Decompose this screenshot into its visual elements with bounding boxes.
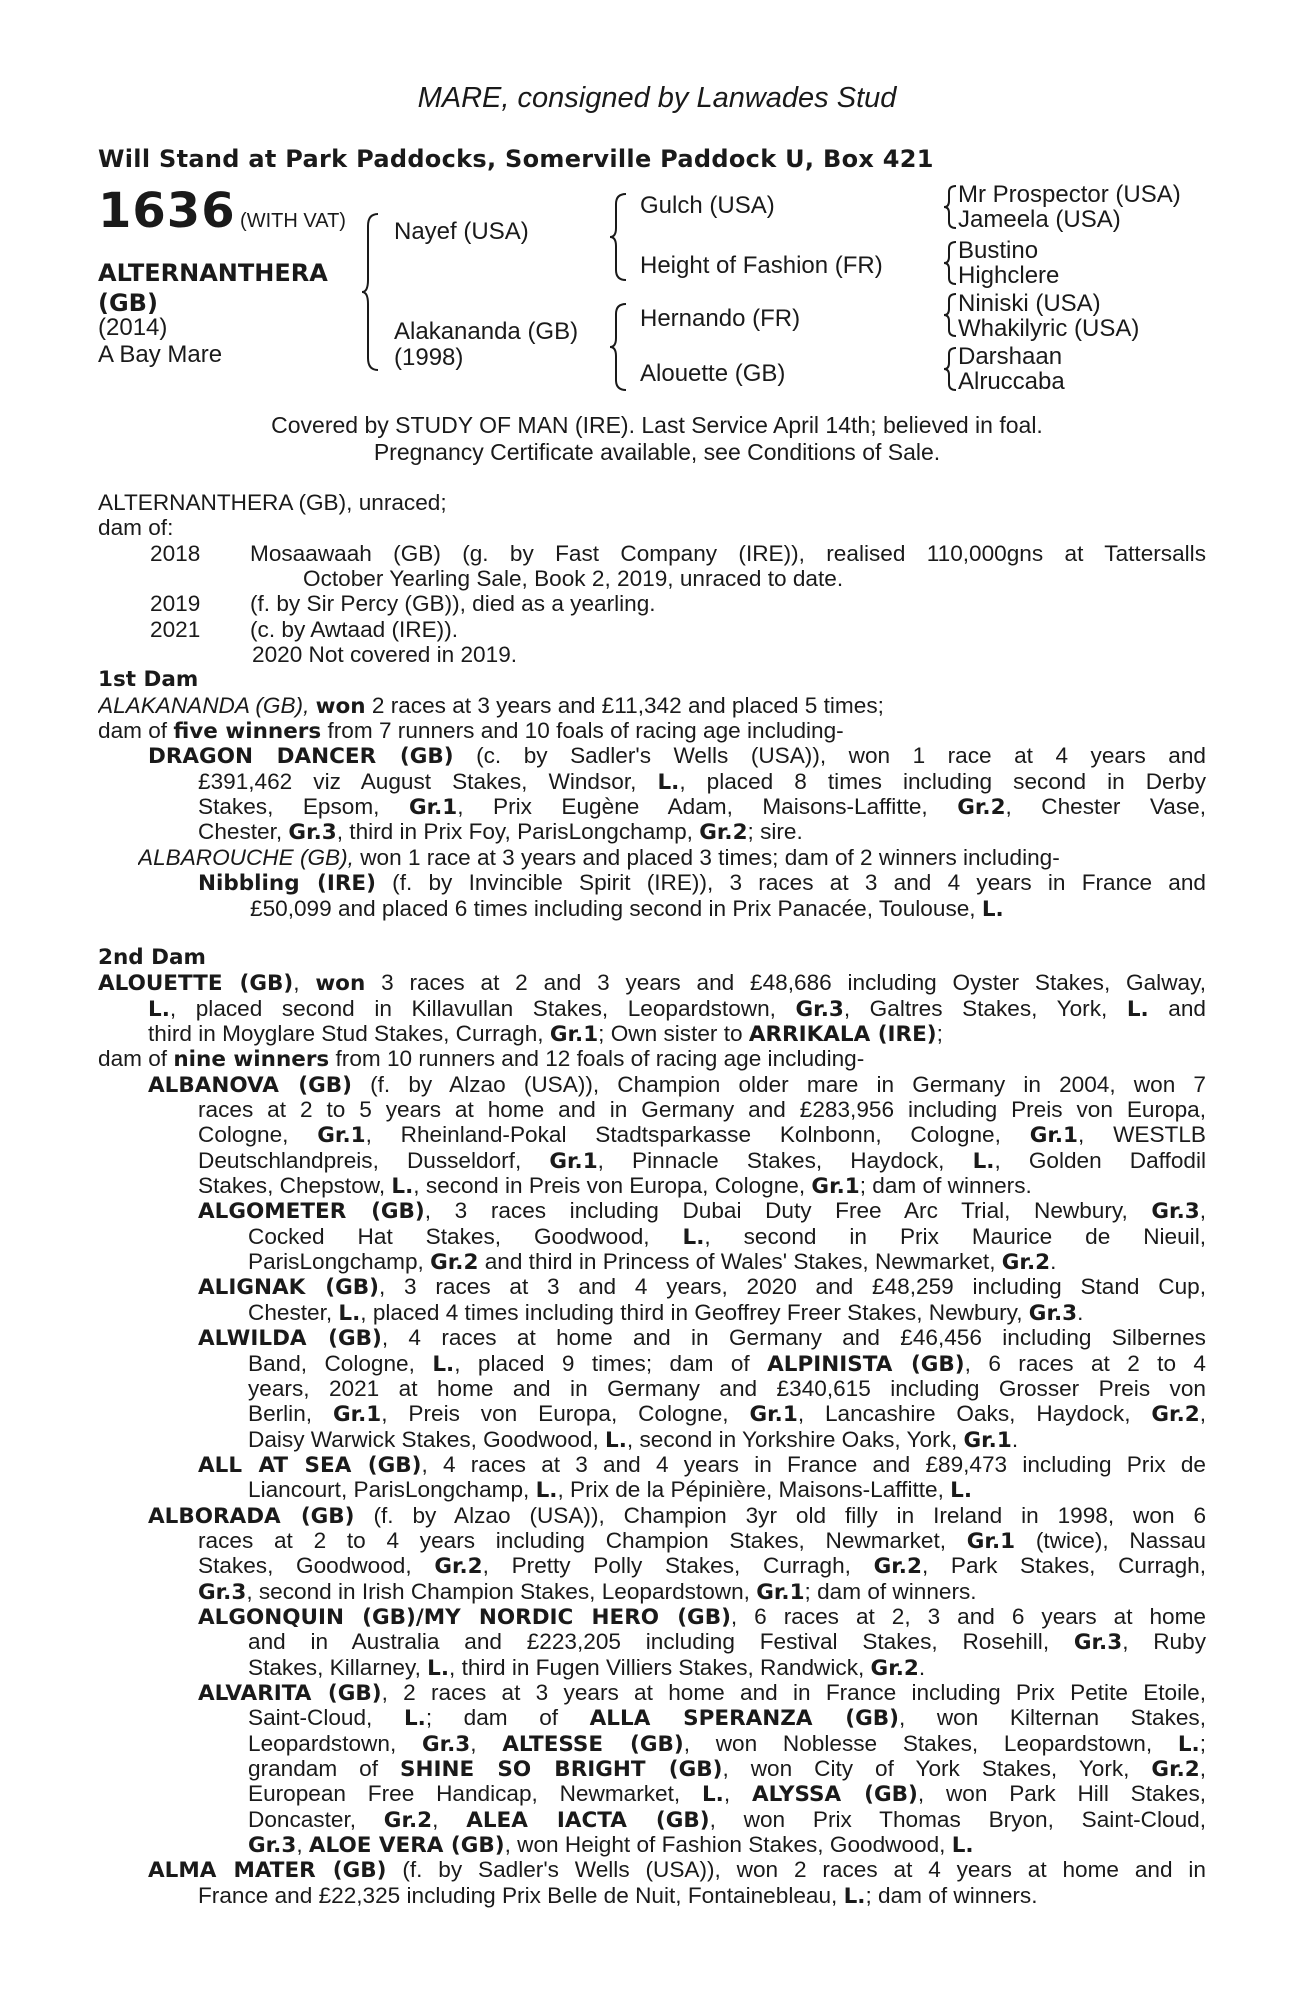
second-dam-line: [148, 996, 1206, 1021]
covered-line2: Pregnancy Certificate available, see Conditions of Sale.: [373, 439, 941, 465]
text-segment: (f. by Alzao (USA)), Champion 3yr old filly in Ireland in 1998, won 6: [354, 1502, 1206, 1528]
text-segment: , placed 9 times; dam of: [454, 1350, 768, 1376]
text-segment: ,: [1199, 1198, 1206, 1224]
first-dam-heading: 1st Dam: [98, 667, 199, 693]
text-segment: years, 2021 at home and in Germany and £340,615 including Grosser Preis von: [248, 1375, 1206, 1401]
pedigree-dam-year: (1998): [394, 344, 464, 371]
bold-text: L.: [427, 1655, 450, 1680]
bold-text: Gr.2: [1001, 1250, 1051, 1275]
pedigree-dam: Alakananda (GB): [394, 318, 579, 345]
bold-text: L.: [432, 1351, 455, 1376]
text-segment: , third in Prix Foy, ParisLongchamp,: [336, 819, 700, 845]
text-segment: races at 2 to 5 years at home and in Germany and £283,956 including Preis von Europa,: [198, 1097, 1206, 1123]
pedigree-ggs-7: Darshaan: [958, 343, 1063, 370]
produce-item-cont: October Yearling Sale, Book 2, 2019, unraced to date.: [303, 566, 844, 592]
text-segment: , won Noblesse Stakes, Leopardstown,: [683, 1730, 1178, 1756]
progeny-name: DRAGON DANCER (GB): [148, 744, 454, 769]
text-segment: , 6 races at 2, 3 and 6 years at home: [730, 1603, 1206, 1629]
second-dam-line: [248, 1376, 1206, 1401]
bold-text: L.: [682, 1224, 705, 1250]
text-segment: Leopardstown,: [248, 1730, 422, 1756]
text-segment: , Rheinland-Pokal Stadtsparkasse Kolnbonn, Cologne,: [365, 1122, 1030, 1148]
race-grade: L.: [657, 769, 680, 795]
text-segment: , 4 races at 3 and 4 years in France and £89,473 including Prix de: [421, 1451, 1206, 1477]
second-dam-line: [248, 1731, 1206, 1756]
second-dam-line: [198, 1097, 1206, 1122]
text-segment: .: [1050, 1249, 1057, 1275]
bold-text: Gr.3: [1028, 1300, 1078, 1326]
second-dam-line: [198, 1198, 1206, 1223]
text-segment: , won Kilternan Stakes,: [898, 1705, 1206, 1731]
text-segment: , 3 races at 3 and 4 years, 2020 and £48,259 including Stand Cup,: [378, 1274, 1206, 1300]
text-segment: Doncaster,: [248, 1806, 384, 1832]
text-segment: , Preis von Europa, Cologne,: [381, 1401, 750, 1427]
text-segment: ; dam of winners.: [804, 1578, 977, 1604]
text-segment: (f. by Alzao (USA)), Champion older mare in Germany in 2004, won 7: [351, 1071, 1206, 1097]
produce-record: [98, 490, 1206, 921]
text-segment: ; dam of: [425, 1705, 590, 1731]
bold-text: ALWILDA (GB): [198, 1326, 382, 1351]
text-segment: , second in Yorkshire Oaks, York,: [626, 1426, 964, 1452]
bold-text: Gr.1: [756, 1579, 805, 1604]
bold-text: nine winners: [173, 1047, 330, 1072]
first-dam-line: [98, 718, 1206, 743]
second-dam-line: [198, 1604, 1206, 1629]
bold-text: ALPINISTA (GB): [767, 1351, 965, 1376]
text-segment: , placed 4 times including third in Geoffrey Freer Stakes, Newbury,: [360, 1299, 1029, 1325]
progeny-text: (f. by Invincible Spirit (IRE)), 3 races at 3 and 4 years in France and: [392, 870, 1206, 896]
second-dam-line: [148, 1072, 1206, 1097]
second-dam-line: [248, 1807, 1206, 1832]
second-dam-line: [248, 1832, 1206, 1857]
first-dam-line: [98, 693, 1206, 718]
text-segment: (twice), Nassau: [1015, 1527, 1206, 1553]
bold-text: Gr.3: [421, 1731, 471, 1756]
text-segment: ; dam of winners.: [865, 1882, 1038, 1908]
horse-name-line2: (GB): [98, 289, 158, 317]
second-dam-line: [198, 1122, 1206, 1147]
text-segment: , won Park Hill Stakes,: [917, 1781, 1206, 1807]
text-segment: dam of: [98, 1046, 174, 1072]
text-segment: France and £22,325 including Prix Belle de Nuit, Fontainebleau,: [198, 1882, 844, 1908]
bold-text: Gr.3: [1073, 1630, 1123, 1655]
bold-text: Gr.2: [383, 1807, 433, 1833]
bold-text: ALL AT SEA (GB): [198, 1452, 422, 1478]
produce-dam-of: dam of:: [98, 515, 174, 541]
horse-info: [98, 314, 222, 368]
second-dam-line: [198, 1883, 1206, 1908]
produce-year: 2018: [150, 540, 201, 566]
race-grade: Gr.1: [408, 795, 458, 820]
bold-text: L.: [1126, 996, 1149, 1022]
second-dam-line: [98, 1046, 1206, 1071]
bold-text: L.: [148, 996, 170, 1022]
bold-text: L.: [1177, 1731, 1200, 1756]
bold-text: L.: [701, 1782, 724, 1807]
second-dam-line: [198, 1274, 1206, 1299]
text-segment: £50,099 and placed 6 times including second in Prix Panacée, Toulouse,: [250, 895, 982, 921]
pedigree-brace-sire: [608, 192, 630, 282]
text-segment: Liancourt, ParisLongchamp,: [248, 1477, 536, 1503]
second-dam-line: [148, 1021, 1206, 1046]
pedigree-brace-gg3: [942, 292, 958, 338]
bold-text: ALGOMETER (GB): [198, 1199, 425, 1224]
first-dam-runners: from 7 runners and 10 foals of racing age including-: [327, 718, 844, 744]
produce-text: Mosaawaah (GB) (g. by Fast Company (IRE)), realised 110,000gns at Tattersalls: [250, 540, 1206, 566]
stand-location: Will Stand at Park Paddocks, Somerville Paddock U, Box 421: [98, 145, 934, 173]
pedigree-sire: Nayef (USA): [394, 218, 529, 245]
produce-item: [98, 591, 1206, 616]
text-segment: ,: [296, 1832, 309, 1858]
bold-text: Gr.3: [248, 1833, 297, 1858]
text-segment: , Prix de la Pépinière, Maisons-Laffitte,: [557, 1477, 951, 1503]
covered-line1: Covered by STUDY OF MAN (IRE). Last Service April 14th; believed in foal.: [271, 412, 1043, 438]
second-dam-line: [248, 1401, 1206, 1426]
text-segment: Stakes, Chepstow,: [198, 1173, 392, 1199]
produce-text: (c. by Awtaad (IRE)).: [250, 616, 459, 642]
text-segment: , 3 races including Dubai Duty Free Arc Trial, Newbury,: [424, 1198, 1152, 1224]
second-dam-line: [198, 1325, 1206, 1350]
text-segment: Stakes, Goodwood,: [198, 1553, 435, 1579]
text-segment: ;: [936, 1021, 943, 1047]
text-segment: , Lancashire Oaks, Haydock,: [797, 1401, 1152, 1427]
first-dam-name: ALAKANANDA (GB),: [98, 692, 310, 718]
produce-text: (f. by Sir Percy (GB)), died as a yearling.: [250, 591, 656, 617]
second-dam-line: [248, 1629, 1206, 1654]
bold-text: Gr.2: [873, 1554, 922, 1579]
text-segment: , WESTLB: [1078, 1122, 1206, 1148]
progeny-text: won 1 race at 3 years and placed 3 times; dam of 2 winners including-: [360, 844, 1060, 870]
second-dam-line: [98, 970, 1206, 995]
bold-text: ALOE VERA (GB): [308, 1833, 505, 1858]
text-segment: , won Height of Fashion Stakes, Goodwood,: [504, 1832, 952, 1858]
race-grade: Gr.2: [957, 795, 1006, 820]
text-segment: grandam of: [248, 1756, 400, 1781]
second-dam-line: [148, 1857, 1206, 1882]
first-dam-dam-of: dam of: [98, 718, 174, 744]
pedigree-brace-gg2: [942, 240, 958, 286]
second-dam-line: [248, 1427, 1206, 1452]
text-segment: races at 2 to 4 years including Champion Stakes, Newmarket,: [198, 1527, 967, 1553]
text-segment: ,: [432, 1806, 467, 1832]
race-grade: L.: [981, 896, 1004, 921]
second-dam-section: [98, 945, 1206, 1908]
produce-year: 2021: [150, 616, 201, 642]
text-segment: ParisLongchamp,: [248, 1249, 431, 1275]
second-dam-line: [198, 1452, 1206, 1477]
text-segment: 2 races at 3 years and £11,342 and placed 5 times;: [365, 692, 884, 718]
text-segment: , Ruby: [1122, 1629, 1206, 1655]
horse-name: [98, 258, 328, 318]
progeny-text: (c. by Sadler's Wells (USA)), won 1 race at 4 years and: [476, 743, 1206, 769]
lot-number: [98, 183, 346, 239]
second-dam-line: [198, 1528, 1206, 1553]
text-segment: , won City of York Stakes, York,: [722, 1756, 1152, 1781]
bold-text: L.: [951, 1833, 974, 1858]
text-segment: ; dam of winners.: [859, 1173, 1032, 1199]
text-segment: , 2 races at 3 years at home and in France including Prix Petite Etoile,: [381, 1679, 1206, 1705]
bold-text: ALVARITA (GB): [198, 1680, 382, 1706]
bold-text: Gr.3: [1151, 1199, 1200, 1224]
text-segment: , third in Fugen Villiers Stakes, Randwick,: [449, 1654, 871, 1680]
second-dam-line: [198, 1680, 1206, 1705]
text-segment: Deutschlandpreis, Dusseldorf,: [198, 1147, 550, 1173]
second-dam-line: [248, 1249, 1206, 1274]
pedigree-gs3: Hernando (FR): [640, 305, 801, 332]
text-segment: ,: [293, 970, 316, 996]
race-grade: Gr.3: [288, 820, 337, 845]
bold-text: Gr.3: [795, 996, 844, 1022]
text-segment: .: [1077, 1299, 1084, 1325]
text-segment: .: [1011, 1426, 1019, 1452]
second-dam-line: [198, 1148, 1206, 1173]
bold-text: ALOUETTE (GB): [98, 971, 294, 996]
progeny-line: [198, 769, 1206, 794]
bold-text: won: [315, 693, 366, 719]
bold-text: ALTESSE (GB): [502, 1731, 684, 1756]
pedigree-brace-gg1: [942, 184, 958, 230]
text-segment: , Galtres Stakes, York,: [843, 995, 1127, 1021]
bold-text: Gr.1: [1029, 1123, 1078, 1148]
text-segment: Cocked Hat Stakes, Goodwood,: [248, 1223, 683, 1249]
pedigree-gs2: Height of Fashion (FR): [640, 252, 883, 279]
text-segment: Daisy Warwick Stakes, Goodwood,: [248, 1426, 606, 1452]
text-segment: ,: [1199, 1756, 1206, 1781]
progeny-line: [198, 819, 1206, 844]
text-segment: , placed 8 times including second in Derby: [679, 768, 1206, 794]
bold-text: L.: [391, 1174, 414, 1199]
pedigree-brace-main: [360, 212, 382, 372]
horse-name-line1: ALTERNANTHERA: [98, 259, 328, 287]
text-segment: Berlin,: [248, 1401, 333, 1427]
bold-text: Gr.2: [434, 1554, 483, 1579]
page-header: MARE, consigned by Lanwades Stud: [417, 82, 897, 114]
text-segment: third in Moyglare Stud Stakes, Curragh,: [148, 1021, 550, 1047]
text-segment: , second in Irish Champion Stakes, Leopardstown,: [246, 1578, 757, 1604]
horse-description: A Bay Mare: [98, 341, 223, 368]
progeny-nibbling: [198, 870, 1206, 895]
second-dam-line: [248, 1655, 1206, 1680]
text-segment: , Prix Eugène Adam, Maisons-Laffitte,: [457, 794, 958, 820]
bold-text: ALMA MATER (GB): [148, 1858, 387, 1883]
bold-text: L.: [403, 1706, 426, 1731]
second-dam-line: [198, 1173, 1206, 1198]
pedigree-ggs-5: Niniski (USA): [958, 290, 1101, 317]
text-segment: 3 races at 2 and 3 years and £48,686 including Oyster Stakes, Galway,: [365, 970, 1206, 996]
bold-text: ALEA IACTA (GB): [466, 1807, 710, 1833]
second-dam-heading: 2nd Dam: [98, 945, 206, 970]
text-segment: , Chester Vase,: [1005, 794, 1206, 820]
text-segment: £391,462 viz August Stakes, Windsor,: [198, 768, 658, 794]
progeny-dragon-dancer: [148, 743, 1206, 768]
pedigree-ggs-4: Highclere: [958, 262, 1060, 289]
text-segment: from 10 runners and 12 foals of racing age including-: [329, 1046, 865, 1072]
progeny-albarouche: [138, 845, 1206, 870]
vat-note: (WITH VAT): [240, 210, 346, 232]
text-segment: and in Australia and £223,205 including Festival Stakes, Rosehill,: [248, 1629, 1074, 1655]
bold-text: Gr.1: [332, 1402, 382, 1427]
bold-text: Gr.3: [198, 1579, 247, 1604]
pedigree-brace-dam: [608, 302, 630, 392]
pedigree-brace-gg4: [942, 346, 958, 392]
text-segment: , won Prix Thomas Bryon, Saint-Cloud,: [709, 1806, 1206, 1832]
bold-text: SHINE SO BRIGHT (GB): [400, 1757, 723, 1782]
bold-text: Gr.1: [549, 1022, 599, 1047]
first-dam-record: [316, 693, 884, 718]
text-segment: , Pretty Polly Stakes, Curragh,: [482, 1553, 874, 1579]
bold-text: ALIGNAK (GB): [198, 1275, 379, 1300]
pedigree-ggs-2: Jameela (USA): [958, 206, 1121, 233]
bold-text: Gr.1: [549, 1148, 598, 1174]
bold-text: L.: [605, 1427, 627, 1452]
text-segment: Saint-Cloud,: [248, 1705, 404, 1731]
pedigree-ggs-3: Bustino: [958, 237, 1039, 264]
text-segment: Chester,: [248, 1299, 339, 1325]
bold-text: Gr.1: [963, 1427, 1012, 1452]
text-segment: ,: [723, 1781, 752, 1807]
progeny-line: [250, 896, 1206, 921]
produce-item: [98, 541, 1206, 566]
bold-text: L.: [338, 1300, 361, 1326]
bold-text: L.: [950, 1478, 973, 1503]
bold-text: Gr.1: [811, 1174, 860, 1199]
bold-text: Gr.1: [749, 1402, 798, 1427]
produce-item: [98, 617, 1206, 642]
text-segment: , 6 races at 2 to 4: [964, 1350, 1206, 1376]
text-segment: , placed second in Killavullan Stakes, Leopardstown,: [169, 995, 796, 1021]
text-segment: and: [1148, 995, 1206, 1021]
second-dam-line: [248, 1224, 1206, 1249]
second-dam-line: [148, 1503, 1206, 1528]
text-segment: , Park Stakes, Curragh,: [921, 1553, 1206, 1579]
text-segment: Band, Cologne,: [248, 1350, 433, 1376]
text-segment: ,: [1199, 1401, 1206, 1427]
progeny-line: [198, 794, 1206, 819]
second-dam-line: [248, 1781, 1206, 1806]
pedigree-ggs-6: Whakilyric (USA): [958, 315, 1140, 342]
bold-text: L.: [972, 1148, 995, 1174]
text-segment: ; Own sister to: [598, 1021, 749, 1047]
bold-text: L.: [843, 1883, 866, 1909]
text-segment: , second in Preis von Europa, Cologne,: [413, 1173, 812, 1199]
pedigree-gs4: Alouette (GB): [640, 360, 786, 387]
text-segment: .: [918, 1654, 926, 1680]
text-segment: , Pinnacle Stakes, Haydock,: [597, 1147, 973, 1173]
bold-text: ALGONQUIN (GB)/MY NORDIC HERO (GB): [198, 1604, 731, 1630]
second-dam-line: [248, 1705, 1206, 1730]
bold-text: Gr.2: [1151, 1757, 1200, 1782]
text-segment: Cologne,: [198, 1122, 318, 1148]
text-segment: (f. by Sadler's Wells (USA)), won 2 races at 4 years at home and in: [386, 1857, 1206, 1883]
text-segment: , second in Prix Maurice de Nieuil,: [704, 1223, 1206, 1249]
text-segment: , 4 races at home and in Germany and £46,456 including Silbernes: [381, 1325, 1206, 1351]
bold-text: Gr.1: [317, 1123, 366, 1148]
bold-text: Gr.2: [1151, 1402, 1200, 1427]
race-grade: Gr.2: [699, 820, 748, 845]
pedigree-ggs-8: Alruccaba: [958, 368, 1065, 395]
text-segment: ; sire.: [747, 819, 803, 845]
bold-text: ALBORADA (GB): [148, 1503, 355, 1528]
text-segment: ,: [470, 1730, 503, 1756]
bold-text: ALBANOVA (GB): [148, 1072, 352, 1098]
bold-text: Gr.1: [966, 1528, 1016, 1554]
second-dam-line: [248, 1477, 1206, 1502]
second-dam-line: [248, 1300, 1206, 1325]
first-dam-winners: five winners: [173, 719, 322, 744]
bold-text: ALYSSA (GB): [751, 1782, 918, 1807]
second-dam-line: [248, 1756, 1206, 1781]
text-segment: European Free Handicap, Newmarket,: [248, 1781, 702, 1807]
bold-text: ALLA SPERANZA (GB): [589, 1706, 899, 1731]
horse-year: (2014): [98, 314, 168, 341]
second-dam-line: [198, 1553, 1206, 1578]
progeny-name: Nibbling (IRE): [198, 871, 376, 896]
produce-note: 2020 Not covered in 2019.: [252, 642, 518, 668]
lot-number-value: 1636: [98, 183, 236, 239]
pedigree-gs1: Gulch (USA): [640, 192, 775, 219]
text-segment: Stakes, Killarney,: [248, 1654, 428, 1680]
bold-text: ARRIKALA (IRE): [748, 1022, 937, 1047]
bold-text: Gr.2: [870, 1655, 919, 1680]
second-dam-line: [248, 1351, 1206, 1376]
bold-text: L.: [535, 1478, 558, 1503]
text-segment: Stakes, Epsom,: [198, 794, 409, 820]
bold-text: Gr.2: [430, 1250, 479, 1275]
progeny-name: ALBAROUCHE (GB),: [138, 844, 354, 870]
second-dam-line: [198, 1579, 1206, 1604]
text-segment: , Golden Daffodil: [994, 1147, 1206, 1173]
text-segment: and third in Princess of Wales' Stakes, Newmarket,: [478, 1249, 1002, 1275]
bold-text: won: [315, 971, 366, 996]
pedigree-ggs-1: Mr Prospector (USA): [958, 181, 1181, 208]
produce-year: 2019: [150, 591, 201, 617]
text-segment: Chester,: [198, 819, 289, 845]
text-segment: ;: [1199, 1730, 1206, 1756]
produce-intro: ALTERNANTHERA (GB), unraced;: [98, 490, 447, 515]
